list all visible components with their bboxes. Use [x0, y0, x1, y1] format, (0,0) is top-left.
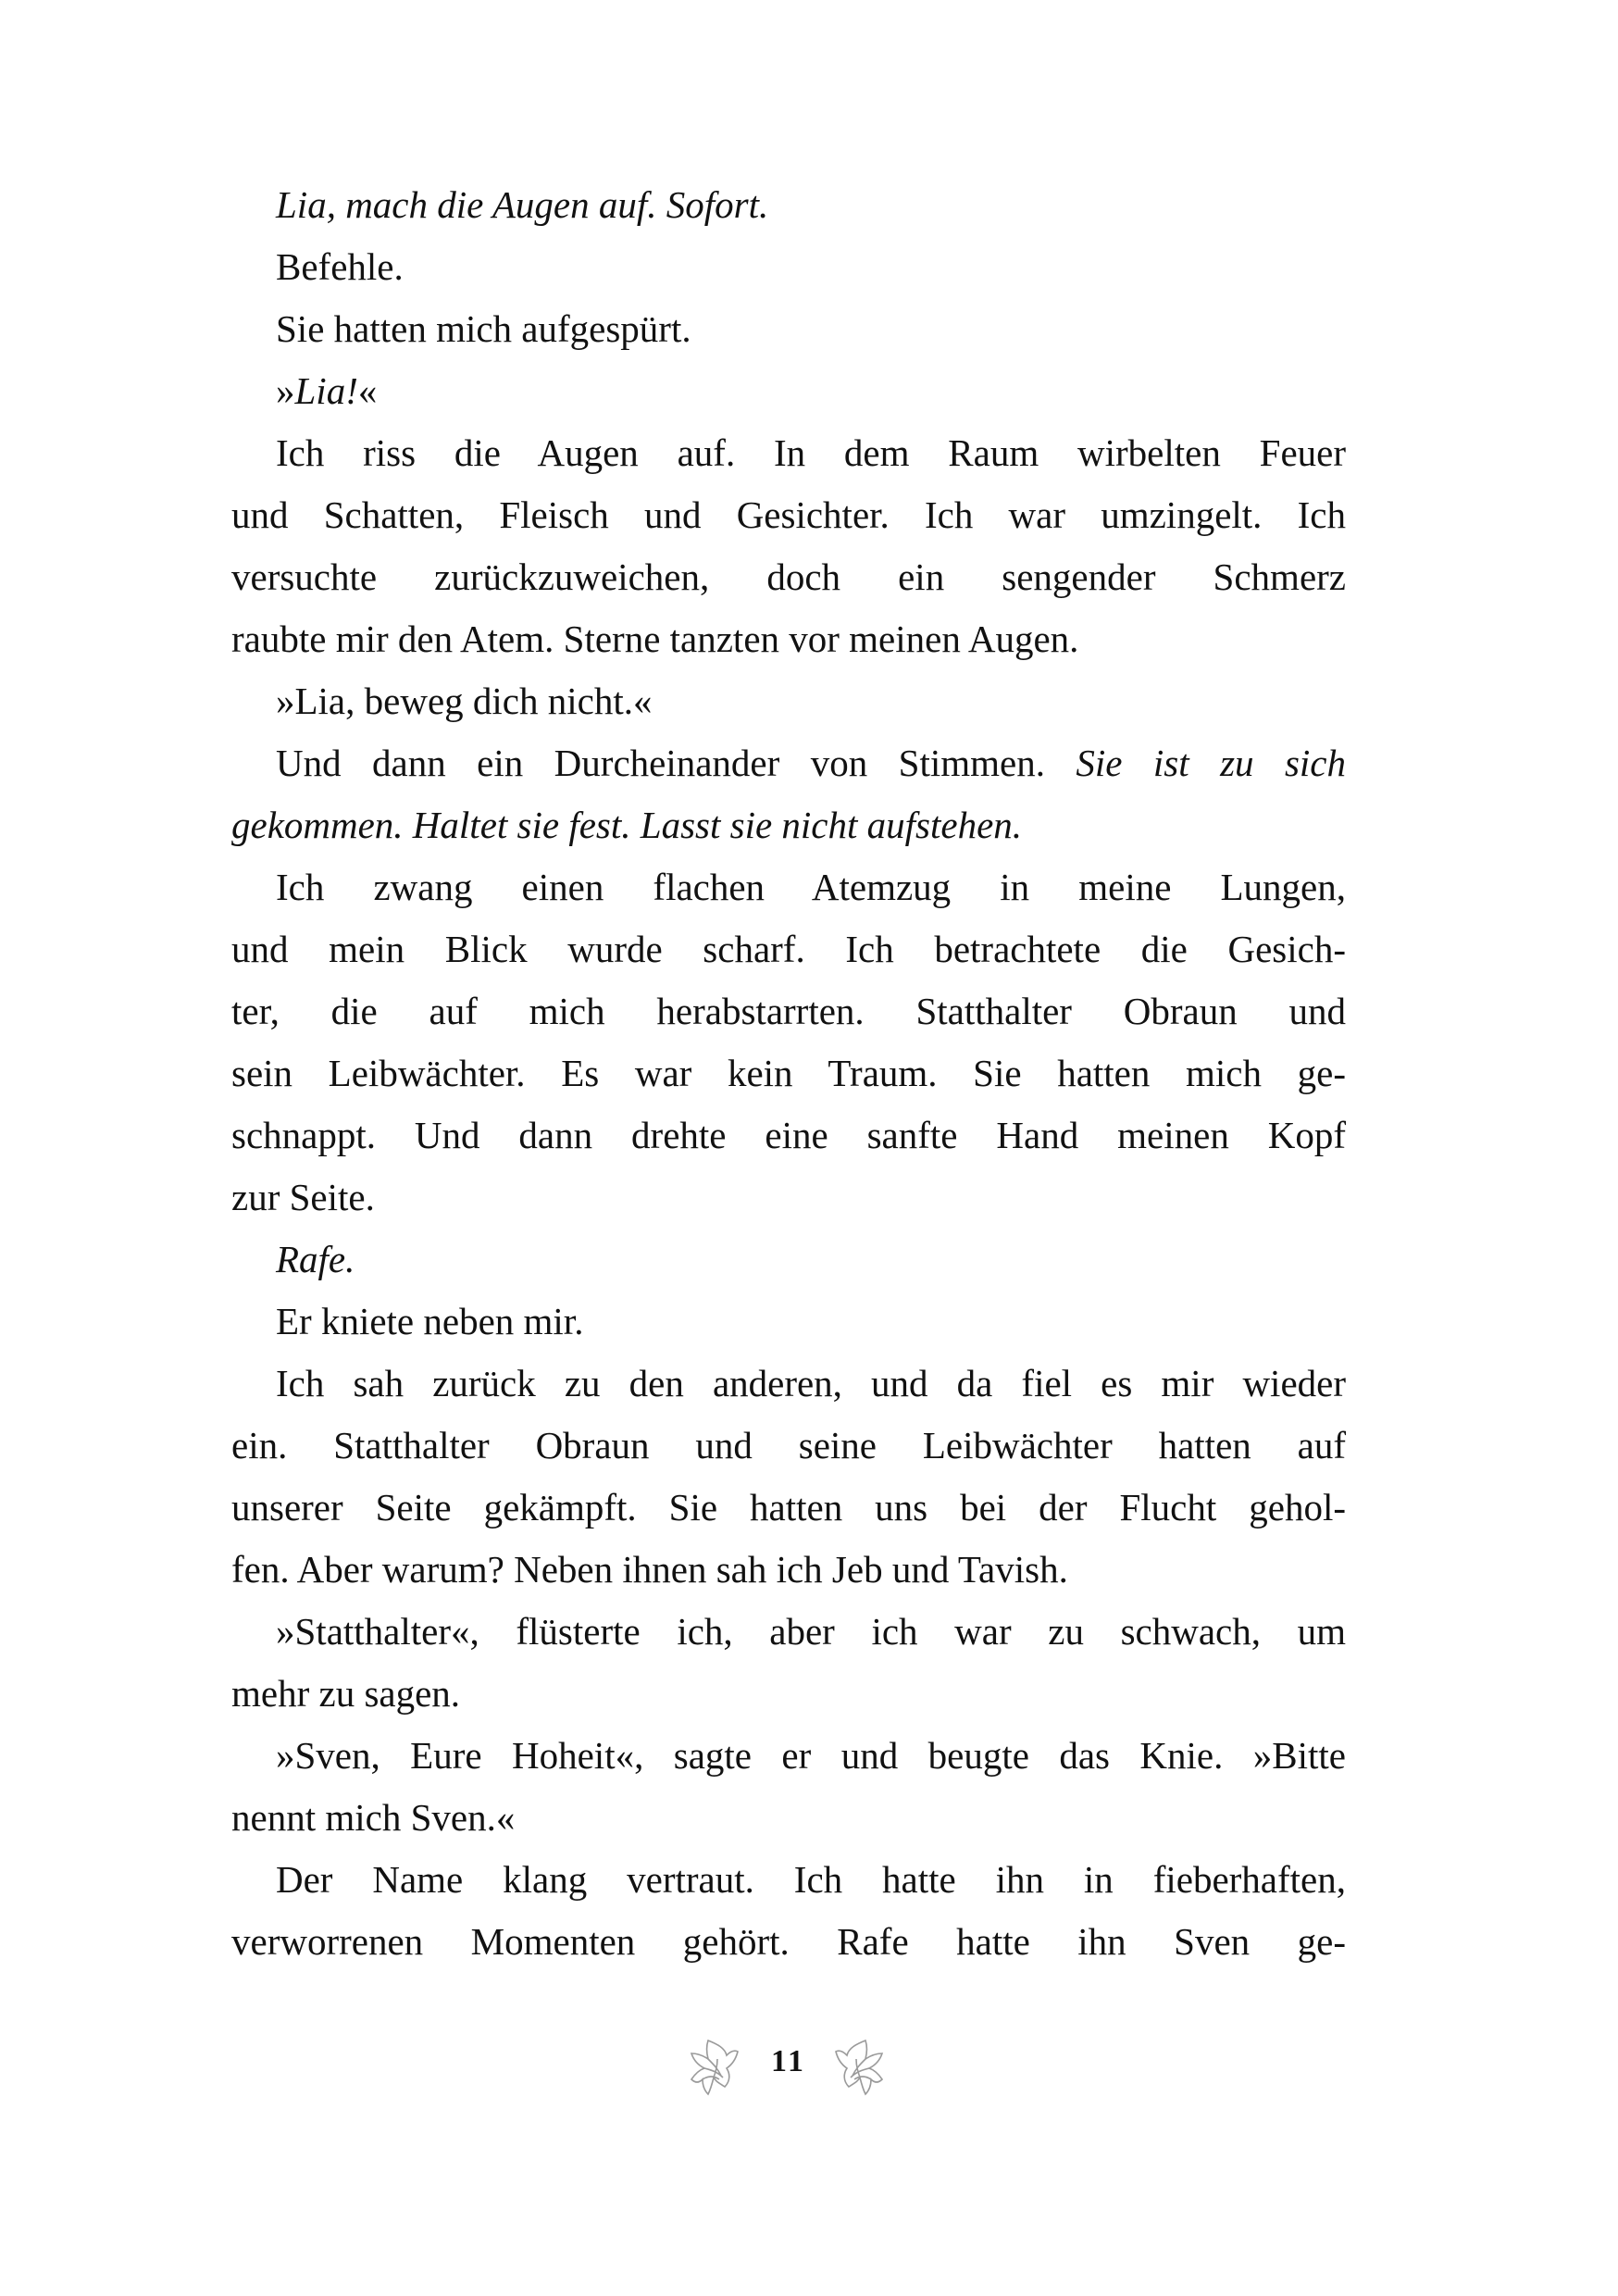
- text-segment: schnappt. Und dann drehte eine sanfte Hand meinen Kopf: [231, 1114, 1346, 1156]
- text-segment: »Statthalter«, flüsterte ich, aber ich war zu schwach, um: [276, 1610, 1346, 1653]
- text-segment: »Lia, beweg dich nicht.«: [276, 680, 653, 722]
- text-segment: ter, die auf mich herabstarrten. Statthalter Obraun und: [231, 990, 1346, 1032]
- text-line: [231, 298, 1346, 360]
- text-line: [231, 1042, 1346, 1104]
- text-line: [231, 484, 1346, 546]
- text-segment: Ich riss die Augen auf. In dem Raum wirbelten Feuer: [276, 431, 1346, 474]
- text-line: [231, 1601, 1346, 1663]
- text-segment: Und dann ein Durcheinander von Stimmen.: [276, 742, 1077, 784]
- text-line: [231, 236, 1346, 298]
- italic-text: Lia, mach die Augen auf. Sofort.: [276, 183, 769, 226]
- body-text: [231, 174, 1346, 1973]
- text-line: [231, 546, 1346, 608]
- leaf-ornament-icon: [830, 2039, 884, 2096]
- text-segment: «: [357, 369, 378, 412]
- text-segment: zur Seite.: [231, 1176, 375, 1218]
- text-segment: unserer Seite gekämpft. Sie hatten uns bei der Flucht gehol-: [231, 1486, 1346, 1529]
- text-segment: Ich zwang einen flachen Atemzug in meine Lungen,: [276, 866, 1346, 908]
- text-line: [231, 1104, 1346, 1167]
- text-segment: verworrenen Momenten gehört. Rafe hatte ihn Sven ge-: [231, 1920, 1346, 1963]
- text-segment: Sie hatten mich aufgespürt.: [276, 307, 691, 350]
- italic-text: gekommen. Haltet sie fest. Lasst sie nicht aufstehen.: [231, 804, 1023, 846]
- text-line: [231, 360, 1346, 422]
- page-number: 11: [770, 2044, 807, 2078]
- text-line: [231, 422, 1346, 484]
- text-line: [231, 856, 1346, 918]
- text-line: [231, 1167, 1346, 1229]
- text-segment: »Sven, Eure Hoheit«, sagte er und beugte das Knie. »Bitte: [276, 1734, 1346, 1777]
- text-segment: raubte mir den Atem. Sterne tanzten vor meinen Augen.: [231, 618, 1079, 660]
- italic-text: Rafe.: [276, 1238, 355, 1280]
- text-line: [231, 1725, 1346, 1787]
- text-segment: Befehle.: [276, 245, 404, 288]
- text-line: [231, 1477, 1346, 1539]
- italic-text: Lia!: [294, 369, 358, 412]
- text-segment: fen. Aber warum? Neben ihnen sah ich Jeb und Tavish.: [231, 1548, 1068, 1591]
- text-segment: sein Leibwächter. Es war kein Traum. Sie hatten mich ge-: [231, 1052, 1346, 1094]
- text-segment: versuchte zurückzuweichen, doch ein sengender Schmerz: [231, 555, 1346, 598]
- text-segment: und Schatten, Fleisch und Gesichter. Ich war umzingelt. Ich: [231, 493, 1346, 536]
- text-line: [231, 1911, 1346, 1973]
- text-line: [231, 670, 1346, 732]
- text-segment: Ich sah zurück zu den anderen, und da fiel es mir wieder: [276, 1362, 1346, 1404]
- text-segment: ein. Statthalter Obraun und seine Leibwächter hatten auf: [231, 1424, 1346, 1466]
- page-footer: [0, 2037, 1618, 2103]
- text-line: [231, 1415, 1346, 1477]
- text-line: [231, 1539, 1346, 1601]
- text-line: [231, 1291, 1346, 1353]
- text-line: [231, 174, 1346, 236]
- text-segment: und mein Blick wurde scharf. Ich betrachtete die Gesich-: [231, 928, 1346, 970]
- text-segment: Der Name klang vertraut. Ich hatte ihn in fieberhaften,: [276, 1858, 1346, 1901]
- text-line: [231, 1849, 1346, 1911]
- italic-text: Sie ist zu sich: [1076, 742, 1346, 784]
- text-line: [231, 1353, 1346, 1415]
- leaf-ornament-icon: [690, 2039, 743, 2096]
- text-line: [231, 1229, 1346, 1291]
- text-line: [231, 794, 1346, 856]
- text-line: [231, 980, 1346, 1042]
- text-segment: »: [276, 369, 295, 412]
- text-line: [231, 1787, 1346, 1849]
- text-line: [231, 732, 1346, 794]
- text-segment: mehr zu sagen.: [231, 1672, 461, 1715]
- text-segment: Er kniete neben mir.: [276, 1300, 584, 1342]
- text-line: [231, 608, 1346, 670]
- text-line: [231, 1663, 1346, 1725]
- text-line: [231, 918, 1346, 980]
- text-segment: nennt mich Sven.«: [231, 1796, 516, 1839]
